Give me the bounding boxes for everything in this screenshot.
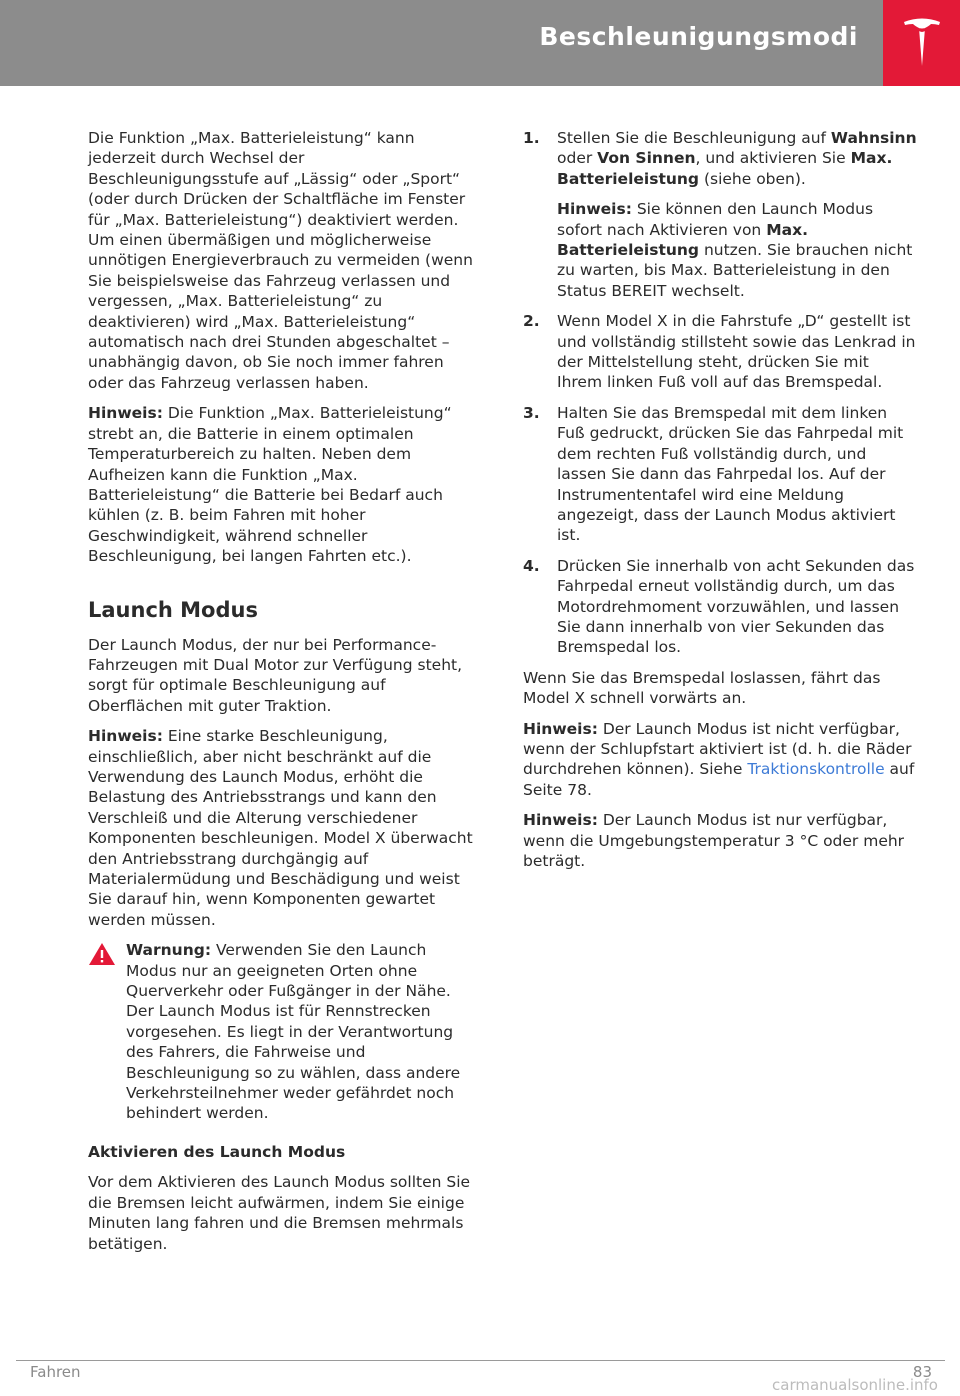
note-label: Hinweis: xyxy=(88,727,163,746)
footer-divider xyxy=(16,1360,945,1361)
activate-paragraph: Vor dem Aktivieren des Launch Modus sollten Sie die Bremsen leicht aufwärmen, indem Sie einige Minuten lang fahren und die Bremsen mehrmals betätigen. xyxy=(88,1173,471,1253)
step-text: oder xyxy=(557,149,598,168)
step-bold: Max. Batterieleistung xyxy=(557,149,893,188)
warning-text: Verwenden Sie den Launch Modus nur an geeigneten Orten ohne Querverkehr oder Fußgänger in der Nähe. Der Launch Modus ist für Rennstrecken vorgesehen. Es liegt in der Verantwortung des Fahrers, die Fahrweise und Beschleunigung so zu wählen, dass andere Verkehrsteilnehmer weder gefährdet noch behindert werden. xyxy=(126,941,461,1123)
note-text: Sie können den Launch Modus sofort nach Aktivieren von xyxy=(557,200,874,239)
step-number: 4. xyxy=(523,556,540,575)
note-label: Hinweis: xyxy=(523,719,598,738)
warning-box xyxy=(88,940,480,1124)
step-text: (siehe oben). xyxy=(699,169,806,188)
step-bold: Wahnsinn xyxy=(830,129,917,147)
step-number: 1. xyxy=(523,129,540,147)
note-slip-start xyxy=(523,719,918,801)
watermark: carmanualsonline.info xyxy=(772,1376,938,1394)
page-title: Beschleunigungsmodi xyxy=(539,22,858,51)
step-number: 2. xyxy=(523,312,540,331)
note-acceleration xyxy=(88,726,480,930)
step-text: Wenn Model X in die Fahrstufe „D“ gestellt ist und vollständig stillsteht sowie das Lenkrad in der Mittelstellung steht, drücken Sie mit Ihrem linken Fuß voll auf das Bremspedal. xyxy=(557,312,916,392)
step-text: Stellen Sie die Beschleunigung auf xyxy=(557,129,831,147)
note-temperature xyxy=(523,810,918,871)
note-text: Der Launch Modus ist nicht verfügbar, wenn der Schlupfstart aktiviert ist (d. h. die Räder durchdrehen können). Siehe xyxy=(523,719,912,779)
note-battery xyxy=(88,403,480,566)
step-text: , und aktivieren Sie xyxy=(695,149,851,168)
step-1 xyxy=(523,128,918,301)
step-text: Halten Sie das Bremspedal mit dem linken Fuß gedruckt, drücken Sie das Fahrpedal mit dem rechten Fuß vollständig durch, und lassen Sie dann das Fahrpedal los. Auf der Instrumententafel wird eine Meldung angezeigt, dass der Launch Modus aktiviert ist. xyxy=(557,403,904,545)
heading-activate-launch: Aktivieren des Launch Modus xyxy=(88,1142,346,1161)
heading-launch-modus: Launch Modus xyxy=(88,597,258,622)
note-text: Der Launch Modus ist nur verfügbar, wenn die Umgebungstemperatur 3 °C oder mehr beträgt. xyxy=(523,811,905,870)
note-bold: Max. Batterieleistung xyxy=(557,220,808,260)
right-column xyxy=(523,128,918,881)
step-2 xyxy=(523,311,918,393)
note-text: Die Funktion „Max. Batterieleistung“ strebt an, die Batterie in einem optimalen Temperaturbereich zu halten. Neben dem Aufheizen kann die Funktion „Max. Batterieleistung“ die Batterie bei Bedarf auch kühlen (z. B. beim Fahren mit hoher Geschwindigkeit, während schneller Beschleunigung, bei langen Fahrten etc.). xyxy=(88,404,452,566)
step-1-note xyxy=(557,199,918,301)
note-text: Eine starke Beschleunigung, einschließlich, aber nicht beschränkt auf die Verwendung des Launch Modus, erhöht die Belastung des Antriebsstrangs und kann den Verschleiß und die Alterung verschiedener Komponenten beschleunigen. Model X überwacht den Antriebsstrang durchgängig auf Materialermüdung und Beschädigung und weist Sie darauf hin, wenn Komponenten gewartet werden müssen. xyxy=(88,727,473,929)
step-3 xyxy=(523,403,918,546)
steps-list xyxy=(523,128,918,658)
step-text: Drücken Sie innerhalb von acht Sekunden das Fahrpedal erneut vollständig durch, um das Motordrehmoment vorzuwählen, und lassen Sie dann innerhalb von vier Sekunden das Bremspedal los. xyxy=(557,556,915,657)
step-number: 3. xyxy=(523,403,540,422)
page-number: 83 xyxy=(912,1363,932,1381)
release-paragraph: Wenn Sie das Bremspedal loslassen, fährt das Model X schnell vorwärts an. xyxy=(523,668,881,708)
left-column xyxy=(88,128,480,1264)
footer-section: Fahren xyxy=(30,1363,81,1381)
note-label: Hinweis: xyxy=(523,811,598,830)
note-label: Hinweis: xyxy=(88,404,163,423)
step-bold: Von Sinnen xyxy=(597,149,696,168)
note-text: auf Seite 78. xyxy=(523,760,915,799)
warning-label: Warnung: xyxy=(126,941,212,960)
warning-icon xyxy=(88,942,116,966)
step-4 xyxy=(523,556,918,658)
tesla-logo-icon xyxy=(902,16,942,68)
note-label: Hinweis: xyxy=(557,200,632,219)
intro-paragraph: Die Funktion „Max. Batterieleistung“ kann jederzeit durch Wechsel der Beschleunigungsstufe auf „Lässig“ oder „Sport“ (oder durch Drücken der Schaltfläche im Fenster für „Max. Batterieleistung“) deaktiviert werden. Um einen übermäßigen und möglicherweise unnötigen Energieverbrauch zu vermeiden (wenn Sie beispielsweise das Fahrzeug verlassen und vergessen, „Max. Batterieleistung“ zu deaktivieren) wird „Max. Batterieleistung“ automatisch nach drei Stunden abgeschaltet – unabhängig davon, ob Sie noch immer fahren oder das Fahrzeug verlassen haben. xyxy=(88,129,473,392)
traktionskontrolle-link[interactable]: Traktionskontrolle xyxy=(747,760,885,779)
launch-paragraph: Der Launch Modus, der nur bei Performance-Fahrzeugen mit Dual Motor zur Verfügung steht, sorgt für optimale Beschleunigung auf Oberflächen mit guter Traktion. xyxy=(88,635,463,715)
logo-box xyxy=(883,0,960,86)
note-text: nutzen. Sie brauchen nicht zu warten, bis Max. Batterieleistung in den Status BEREIT wechselt. xyxy=(557,241,913,300)
